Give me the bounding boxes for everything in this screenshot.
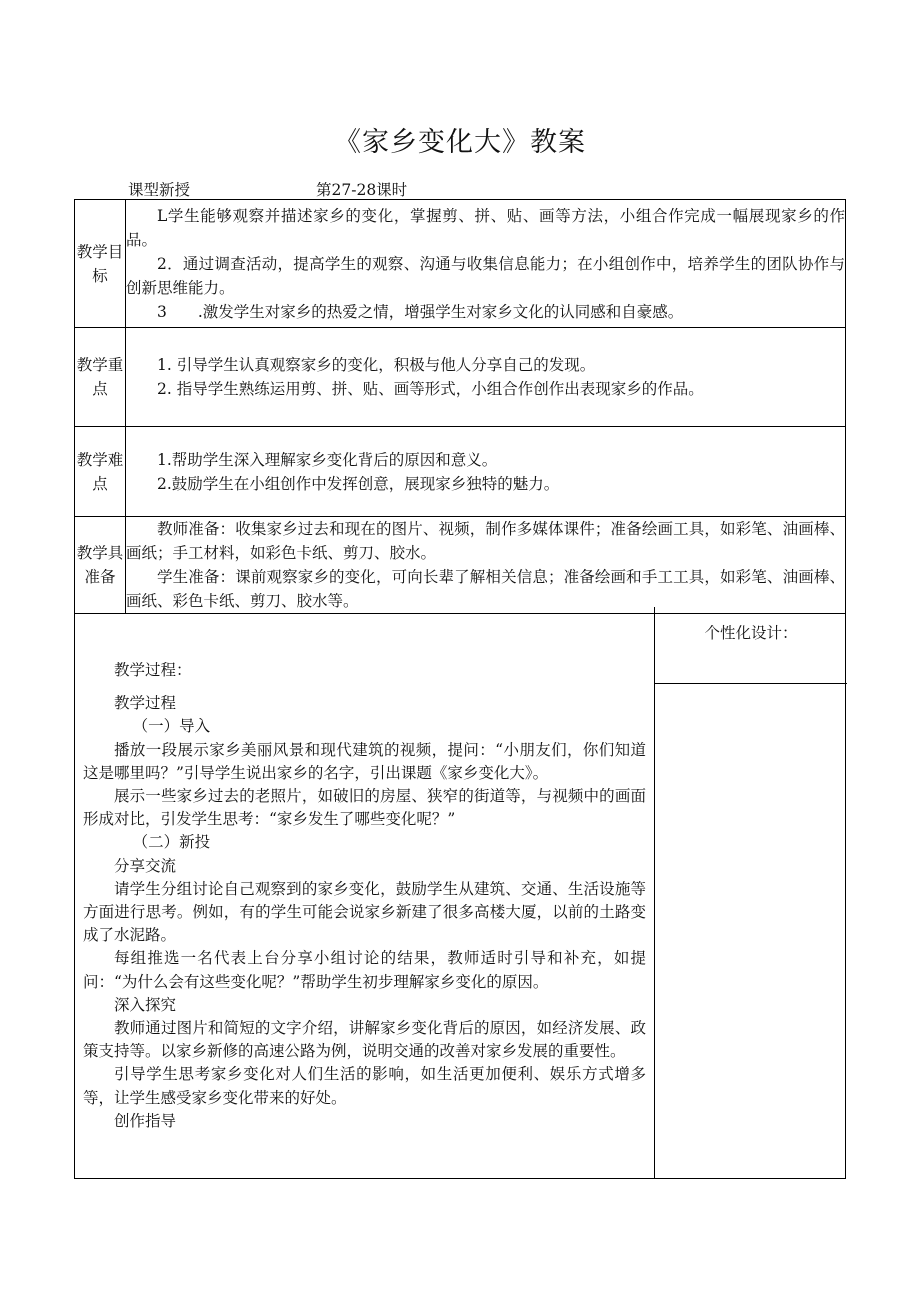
lesson-period: 第27-28课时: [316, 181, 408, 199]
objective-item: 3 .激发学生对家乡的热爱之情，增强学生对家乡文化的认同感和自豪感。: [157, 302, 684, 321]
lesson-plan-table: [74, 199, 846, 614]
process-heading: 教学过程: [114, 694, 177, 713]
document-title: 《家乡变化大》教案: [334, 127, 586, 158]
objective-item: 2．通过调查活动，提高学生的观察、沟通与收集信息能力；在小组创作中，培养学生的团队协作与创新思维能力。: [126, 254, 845, 297]
key-points-row: [75, 328, 846, 427]
process-content: [75, 659, 654, 1133]
section-heading: （二）新投: [132, 833, 211, 852]
personalized-design-column: [654, 607, 847, 1178]
section-heading: （一）导入: [132, 717, 211, 736]
subsection-heading: 深入探究: [114, 995, 177, 1014]
lesson-type: 课型新授: [128, 181, 191, 199]
process-paragraph: 请学生分组讨论自己观察到的家乡变化，鼓励学生从建筑、交通、生活设施等方面进行思考。例如，有的学生可能会说家乡新建了很多高楼大厦，以前的土路变成了水泥路。: [83, 879, 646, 945]
subsection-heading: 分享交流: [114, 856, 177, 875]
difficulties-content: [126, 427, 846, 517]
objective-item: L学生能够观察并描述家乡的变化，掌握剪、拼、贴、画等方法，小组合作完成一幅展现家乡的作品。: [126, 206, 845, 249]
process-paragraph: 播放一段展示家乡美丽风景和现代建筑的视频，提问：“小朋友们，你们知道这是哪里吗？”引导学生说出家乡的名字，引出课题《家乡变化大》。: [83, 740, 646, 782]
key-points-label: 教学重点: [75, 328, 126, 427]
preparation-item: 教师准备：收集家乡过去和现在的图片、视频，制作多媒体课件；准备绘画工具，如彩笔、油画棒、画纸；手工材料，如彩色卡纸、剪刀、胶水。: [126, 520, 845, 562]
objectives-row: [75, 200, 846, 328]
process-paragraph: 教师通过图片和简短的文字介绍，讲解家乡变化背后的原因，如经济发展、政策支持等。以家乡新修的高速公路为例，说明交通的改善对家乡发展的重要性。: [83, 1019, 646, 1061]
difficulty-item: 2.鼓励学生在小组创作中发挥创意，展现家乡独特的魅力。: [157, 474, 560, 493]
preparation-row: [75, 517, 846, 614]
process-paragraph: 每组推选一名代表上台分享小组讨论的结果，教师适时引导和补充，如提问：“为什么会有这些变化呢？”帮助学生初步理解家乡变化的原因。: [83, 949, 646, 991]
process-section: [74, 607, 846, 1179]
key-point-item: 1. 引导学生认真观察家乡的变化，积极与他人分享自己的发现。: [157, 356, 596, 374]
difficulty-item: 1.帮助学生深入理解家乡变化背后的原因和意义。: [157, 450, 498, 469]
subsection-heading: 创作指导: [114, 1111, 177, 1130]
preparation-content: [126, 517, 846, 614]
key-points-content: [126, 328, 846, 427]
key-point-item: 2. 指导学生熟练运用剪、拼、贴、画等形式，小组合作创作出表现家乡的作品。: [157, 380, 704, 398]
personalized-design-label: 个性化设计：: [655, 607, 847, 684]
preparation-item: 学生准备：课前观察家乡的变化，可向长辈了解相关信息；准备绘画和手工工具，如彩笔、油画棒、画纸、彩色卡纸、剪刀、胶水等。: [126, 568, 845, 610]
process-paragraph: 引导学生思考家乡变化对人们生活的影响，如生活更加便利、娱乐方式增多等，让学生感受家乡变化带来的好处。: [83, 1065, 646, 1107]
objectives-label: 教学目标: [75, 200, 126, 328]
difficulties-label: 教学难点: [75, 427, 126, 517]
difficulties-row: [75, 427, 846, 517]
process-heading: 教学过程：: [114, 661, 192, 679]
preparation-label: 教学具准备: [75, 517, 126, 614]
objectives-content: [126, 200, 846, 328]
process-paragraph: 展示一些家乡过去的老照片，如破旧的房屋、狭窄的街道等，与视频中的画面形成对比，引发学生思考：“家乡发生了哪些变化呢？”: [83, 787, 646, 829]
